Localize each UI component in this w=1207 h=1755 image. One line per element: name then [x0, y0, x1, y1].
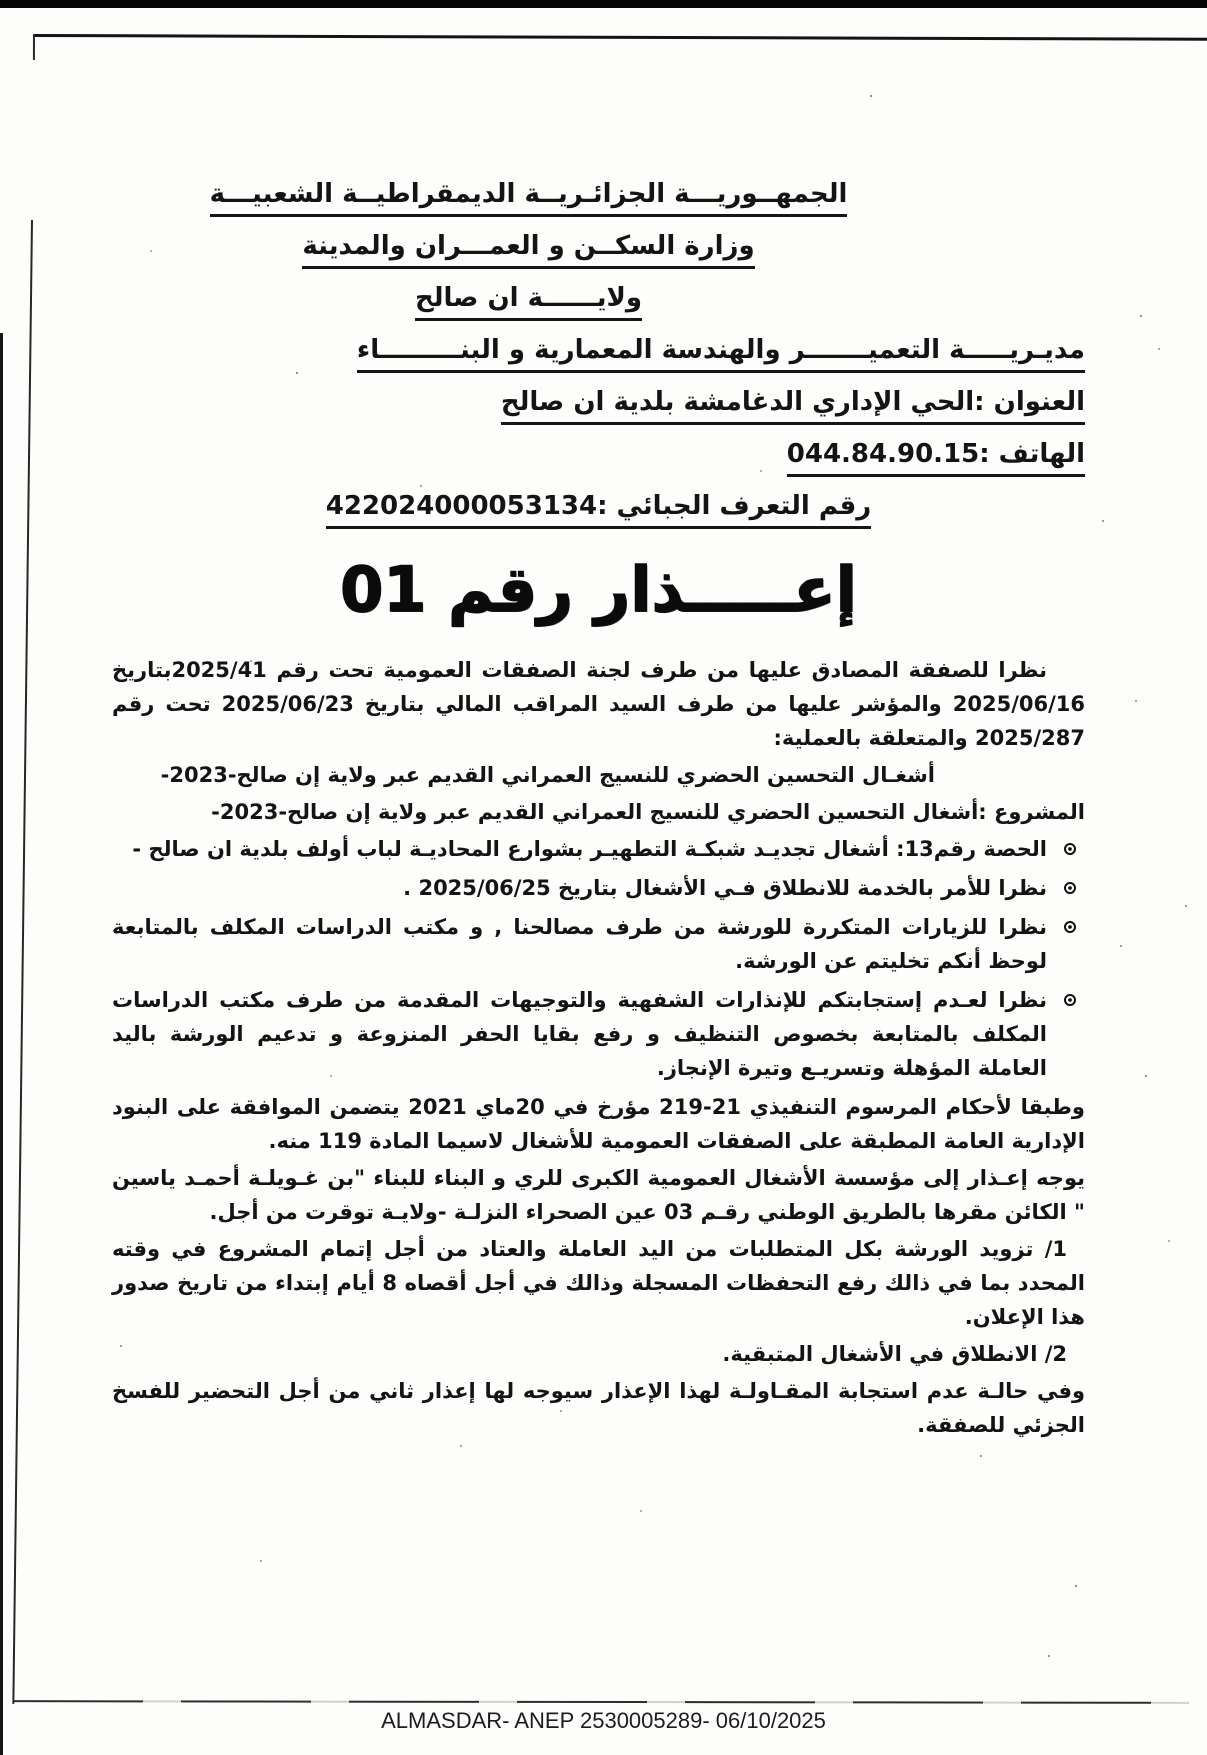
phone-line [112, 438, 1085, 477]
directorate-line [112, 334, 1085, 373]
publication-reference: ALMASDAR- ANEP 2530005289- 06/10/2025 [381, 1708, 826, 1733]
bullet-icon [1064, 994, 1076, 1006]
address-text: العنوان :الحي الإداري الدغامشة بلدية ان صالح [501, 386, 1085, 425]
ministry-text: وزارة السكــن و العمـــران والمدينة [302, 230, 754, 269]
paragraph-requirement-2: 2/ الانطلاق في الأشغال المتبقية. [722, 1342, 1067, 1366]
paragraph-decree-reference: وطبقا لأحكام المرسوم التنفيذي 21‏-‏219 مؤرخ في 20ماي 2021 يتضمن الموافقة على البنود الإدارية العامة المطبقة على الصفقات العمومية للأشغال لاسيما المادة 119 منه. [112, 1095, 1085, 1153]
list-item-text: الحصة رقم13: أشغال تجديـد شبكـة التطهيـر بشوارع المحاديـة لباب أولف بلدية ان صالح - [132, 837, 1047, 861]
phone-text: الهاتف :044.84.90.15 [787, 438, 1085, 477]
wilaya-text: ولايــــــة ان صالح [415, 282, 642, 321]
republic-text: الجمهــوريـــة الجزائـريــة الديمقراطيــة الشعبيـــة [210, 178, 848, 217]
list-item-text: نظرا للزيارات المتكررة للورشة من طرف مصالحنا , و مكتب الدراسات المكلف بالمتابعة لوحظ أنكم تخليتم عن الورشة. [112, 915, 1047, 973]
paragraph-warning: وفي حالـة عدم استجابة المقـاولـة لهذا الإعذار سيوجه لها إعذار ثاني من أجل التحضير للفسخ الجزئي للصفقة. [112, 1379, 1085, 1437]
directorate-text: مديـريـــــة التعميـــــــر والهندسة المعمارية و البنـــــــــاء [357, 334, 1085, 373]
list-item [112, 910, 1085, 978]
paragraph-operation-name: أشغـال التحسين الحضري للنسيج العمراني القديم عبر ولاية إن صالح-2023- [160, 763, 935, 787]
bullet-icon [1064, 843, 1076, 855]
list-item [112, 871, 1085, 905]
bullet-icon [1064, 921, 1076, 933]
notice-reasons-list [112, 832, 1085, 1085]
paragraph-requirement-1: 1/ تزويد الورشة بكل المتطلبات من اليد العاملة والعتاد من أجل إتمام المشروع في وقته المحدد بما في ذالك رفع التحفظات المسجلة وذالك في أجل أقصاه 8 أيام إبتداء من تاريخ صدور هذا الإعلان. [112, 1237, 1086, 1329]
list-item [112, 832, 1085, 866]
address-line [112, 386, 1085, 425]
notice-body [112, 653, 1085, 1442]
notice-title: إعـــــذار رقم 01 [340, 553, 857, 626]
paragraph-project-name: المشروع :أشغال التحسين الحضري للنسيج العمراني القديم عبر ولاية إن صالح-2023- [211, 800, 1085, 824]
paragraph-addressee: يوجه إعـذار إلى مؤسسة الأشغال العمومية الكبرى للري و البناء للبناء "بن غـويلـة أحمـد ياسين " الكائن مقرها بالطريق الوطني رقـم 03 عين الصحراء النزلـة -ولايـة توقرت من أجل. [112, 1166, 1085, 1224]
list-item-text: نظرا لعـدم إستجابتكم للإنذارات الشفهية والتوجيهات المقدمة من طرف مكتب الدراسات المكلف بالمتابعة بخصوص التنظيف و رفع بقايا الحفر المنزوعة و تدعيم الورشة باليد العاملة المؤهلة وتسريـع وتيرة الإنجاز. [112, 988, 1047, 1080]
wilaya-line [112, 282, 1085, 321]
paragraph-contract-approval: نظرا للصفقة المصادق عليها من طرف لجنة الصفقات العمومية تحت رقم 2025/41بتاريخ 2025/06/16 والمؤشر عليها من طرف السيد المراقب المالي بتاريخ 2025/06/23 تحت رقم 2025/287 والمتعلقة بالعملية: [112, 658, 1085, 750]
list-item [112, 983, 1085, 1085]
tax-id-text: رقم التعرف الجبائي :422024000053134 [326, 490, 872, 529]
tax-id-line [112, 490, 1085, 529]
list-item-text: نظرا للأمر بالخدمة للانطلاق فـي الأشغال بتاريخ 2025/06/25 . [403, 876, 1047, 900]
republic-line [112, 178, 1085, 217]
bullet-icon [1064, 882, 1076, 894]
ministry-line [112, 230, 1085, 269]
